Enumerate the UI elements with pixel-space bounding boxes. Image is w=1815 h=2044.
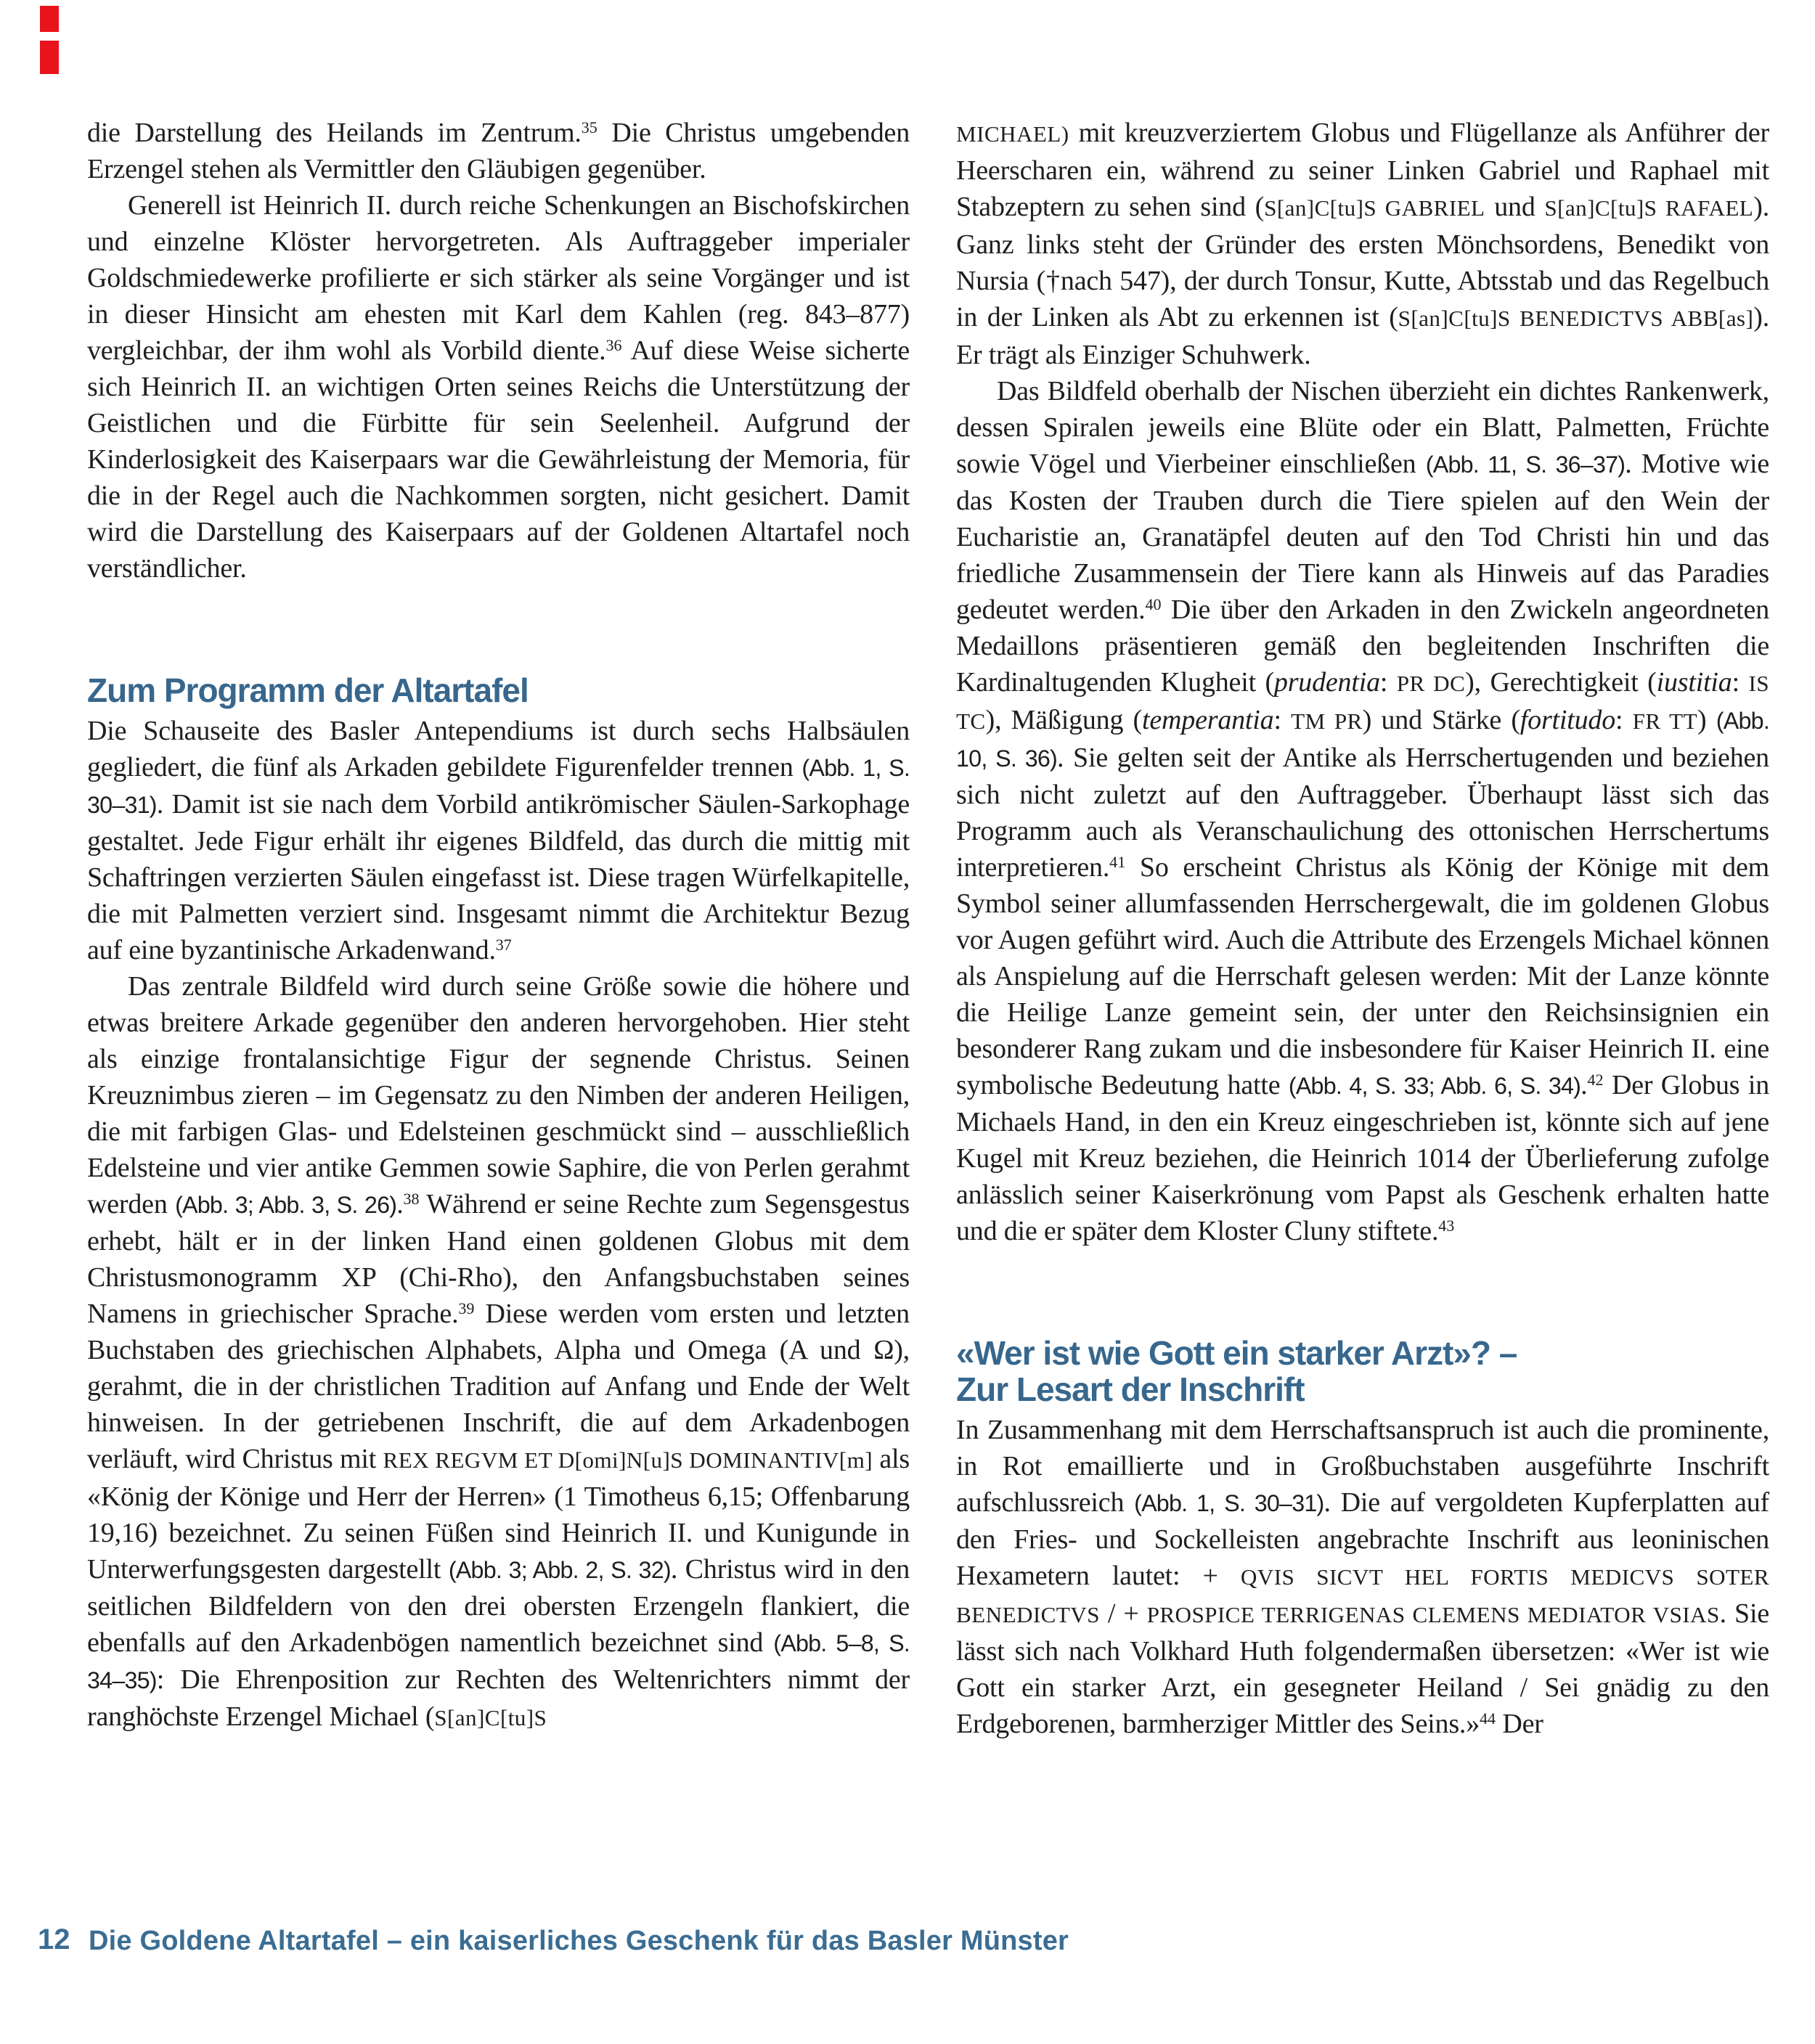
text-run: (Abb. 4, S. 33; Abb. 6, S. 34) <box>1288 1073 1581 1099</box>
text-run: (Abb. 1, S. 30–31) <box>1134 1490 1324 1516</box>
paragraph <box>956 115 1769 373</box>
text-run: Während er seine Rechte zum Segensgestus erhebt, hält er in der linken Hand einen goldenen Globus mit dem Christusmonogramm XP (Chi-Rho), den Anfangsbuchstaben seines Namens in griechischer Sprache. <box>87 1189 910 1329</box>
text-run: mit kreuzverziertem Globus und Flügellanze als Anführer der Heerscharen ein, während zu seiner Linken Gabriel und Raphael mit Stabzeptern zu sehen sind ( <box>956 118 1769 222</box>
text-run: . <box>1581 1070 1588 1100</box>
registration-mark-icon <box>40 6 59 32</box>
text-run: PROSPICE TERRIGENAS CLEMENS MEDIATOR VSIAS <box>1146 1602 1720 1627</box>
text-run: . Motive wie das Kosten der Trauben durch die Tiere spielen auf den Wein der Eucharistie an, Granatäpfel deuten auf den Tod Christi hin und das friedliche Zusammensein der Tiere kann als Hinweis auf das Paradies gedeutet werden. <box>956 449 1769 625</box>
paragraph <box>956 1412 1769 1742</box>
footnote-marker: 44 <box>1480 1709 1496 1728</box>
footnote-marker: 37 <box>495 935 512 954</box>
text-run: und <box>1485 192 1545 222</box>
text-run: IS TC <box>956 671 1769 734</box>
text-run: . Christus wird in den seitlichen Bildfeldern von den drei obersten Erzengeln flankiert, die ebenfalls auf den Arkadenbögen namentlich bezeichnet sind <box>87 1554 910 1658</box>
text-run: ), Gerechtigkeit ( <box>1465 667 1657 698</box>
column-right <box>956 115 1769 1742</box>
text-run: So erscheint Christus als König der Könige mit dem Symbol seiner allumfassenden Herrschergewalt, die im goldenen Globus vor Augen geführt wird. Auch die Attribute des Erzengels Michael können als Anspielung auf die Herrschaft gelesen werden: Mit der Lanze könnte die Heilige Lanze gemeint sein, der unter den Reichsinsignien ein besonderer Rang zukam und die insbesondere für Kaiser Heinrich II. eine symbolische Bedeutung hatte <box>956 852 1769 1100</box>
text-run: Das zentrale Bildfeld wird durch seine Größe sowie die höhere und etwas breitere Arkade gegenüber den anderen hervorgehoben. Hier steht als einzige frontalansichtige Figur der segnende Christus. Seinen Kreuznimbus zieren – im Gegensatz zu den Nimben der anderen Heiligen, die mit farbigen Glas- und Edelsteinen geschmückt sind – ausschließlich Edelsteine und vier antike Gemmen sowie Saphire, die von Perlen gerahmt werden <box>87 971 910 1219</box>
section-heading-line: «Wer ist wie Gott ein starker Arzt»? – <box>956 1334 1517 1372</box>
text-run: TM PR <box>1291 708 1363 734</box>
footnote-marker: 40 <box>1145 594 1162 613</box>
text-run: : <box>1379 667 1397 698</box>
text-run: ), Mäßigung ( <box>985 705 1143 735</box>
text-run: MICHAEL) <box>956 121 1069 147</box>
text-run: Auf diese Weise sicherte sich Heinrich II. an wichtigen Orten seines Reichs die Unterstützung der Geistlichen und die Fürbitte für sein Seelenheil. Aufgrund der Kinderlosigkeit des Kaiserpaars war die Gewährleistung der Memoria, für die in der Regel auch die Nachkommen sorgten, nicht gesichert. Damit wird die Darstellung des Kaiserpaars auf der Goldenen Altartafel noch verständlicher. <box>87 335 910 584</box>
section-heading-line: Zur Lesart der Inschrift <box>956 1370 1305 1408</box>
text-run: ) <box>1697 705 1716 735</box>
text-run: ). Ganz links steht der Gründer des ersten Mönchsordens, Benedikt von Nursia (†nach 547), der durch Tonsur, Kutte, Abtsstab und das Regelbuch in der Linken als Abt zu erkennen ist ( <box>956 192 1769 332</box>
footnote-marker: 38 <box>403 1189 420 1208</box>
text-run: : <box>1615 705 1633 735</box>
text-run: (Abb. 3; Abb. 2, S. 32) <box>448 1557 671 1583</box>
text-run: Das Bildfeld oberhalb der Nischen überzieht ein dichtes Rankenwerk, dessen Spiralen jeweils eine Blüte oder ein Blatt, Palmetten, Früchte sowie Vögel und Vierbeiner einschließen <box>956 376 1769 479</box>
text-run: In Zusammenhang mit dem Herrschaftsanspruch ist auch die prominente, in Rot emaillierte und in Großbuchstaben ausgeführte Inschrift aufschlussreich <box>956 1415 1769 1518</box>
text-run: Diese werden vom ersten und letzten Buchstaben des griechischen Alphabets, Alpha und Omega (Α und Ω), gerahmt, die in der christlichen Tradition auf Anfang und Ende der Welt hinweisen. In der getriebenen Inschrift, die auf dem Arkadenbogen verläuft, wird Christus mit <box>87 1299 910 1474</box>
text-run: S[an]C[tu]S BENEDICTVS ABB[as] <box>1398 306 1754 331</box>
registration-mark-icon <box>40 41 59 74</box>
footnote-marker: 36 <box>605 335 622 354</box>
footnote-marker: 43 <box>1438 1216 1455 1235</box>
text-run: . Die auf vergoldeten Kupferplatten auf den Fries- und Sockelleisten angebrachte Inschrift aus leoninischen Hexametern lautet: + <box>956 1487 1769 1591</box>
text-run: FR TT <box>1632 708 1698 734</box>
text-run: temperantia <box>1142 705 1274 735</box>
text-run: QVIS SICVT HEL FORTIS MEDICVS SOTER BENEDICTVS <box>956 1564 1769 1627</box>
paragraph <box>87 968 910 1736</box>
page-number: 12 <box>38 1924 70 1955</box>
text-run: (Abb. 10, S. 36) <box>956 708 1769 772</box>
text-run: als «König der Könige und Herr der Herren» (1 Timotheus 6,15; Offenbarung 19,16) bezeichnet. Zu seinen Füßen sind Heinrich II. und Kunigunde in Unterwerfungsgesten dargestellt <box>87 1444 910 1585</box>
text-run: Generell ist Heinrich II. durch reiche Schenkungen an Bischofskirchen und einzelne Klöster hervorgetreten. Als Auftraggeber imperialer Goldschmiedewerke profilierte er sich stärker als seine Vorgänger und ist in dieser Hinsicht am ehesten mit Karl dem Kahlen (reg. 843–877) vergleichbar, der ihm wohl als Vorbild diente. <box>87 190 910 366</box>
text-run: . Damit ist sie nach dem Vorbild antikrömischer Säulen-Sarkophage gestaltet. Jede Figur erhält ihr eigenes Bildfeld, das durch die mittig mit Schaftringen verzierten Säulen eingefasst ist. Diese tragen Würfelkapitelle, die mit Palmetten verziert sind. Insgesamt nimmt die Architektur Bezug auf eine byzantinische Arkadenwand. <box>87 789 910 965</box>
text-run: REX REGVM ET D[omi]N[u]S DOMINANTIV[m] <box>383 1447 873 1473</box>
footnote-marker: 39 <box>458 1299 475 1317</box>
page-footer <box>0 1922 1815 1966</box>
text-run: : Die Ehrenposition zur Rechten des Weltenrichters nimmt der ranghöchste Erzengel Michael ( <box>87 1664 910 1732</box>
text-run: Die Schauseite des Basler Antependiums ist durch sechs Halbsäulen gegliedert, die fünf als Arkaden gebildete Figurenfelder trennen <box>87 716 910 782</box>
text-run: S[an]C[tu]S RAFAEL <box>1544 195 1754 221</box>
section-heading-line: Zum Programm der Altartafel <box>87 671 529 709</box>
text-run: die Darstellung des Heilands im Zentrum. <box>87 118 582 148</box>
text-run: Die über den Arkaden in den Zwickeln angeordneten Medaillons präsentieren gemäß den begleitenden Inschriften die Kardinaltugenden Klugheit ( <box>956 594 1770 698</box>
text-run: : <box>1732 667 1749 698</box>
footnote-marker: 41 <box>1109 852 1126 871</box>
text-run: : <box>1273 705 1292 735</box>
text-run: (Abb. 1, S. 30–31) <box>87 755 910 818</box>
section-heading <box>87 672 910 708</box>
text-run: / + <box>1099 1598 1147 1629</box>
text-run: (Abb. 11, S. 36–37) <box>1425 451 1626 478</box>
text-run: prudentia <box>1273 667 1380 698</box>
paragraph <box>956 373 1769 1249</box>
text-run: iustitia <box>1656 667 1732 698</box>
column-left <box>87 115 910 1736</box>
text-run: . Sie gelten seit der Antike als Herrschertugenden und beziehen sich nicht zuletzt auf den Auftraggeber. Überhaupt lässt sich das Programm auch als Veranschaulichung des ottonischen Herrschertums interpretieren. <box>956 743 1769 883</box>
text-run: Der Globus in Michaels Hand, in den ein Kreuz eingeschrieben ist, könnte sich auf jene Kugel mit Kreuz beziehen, die Heinrich 1014 der Überlieferung zufolge anlässlich seiner Kaiserkrönung vom Papst als Geschenk erhalten hatte und die er später dem Kloster Cluny stiftete. <box>956 1070 1769 1246</box>
footnote-marker: 42 <box>1587 1070 1604 1089</box>
section-heading <box>956 1335 1769 1407</box>
text-run: S[an]C[tu]S <box>434 1705 547 1730</box>
text-run: (Abb. 3; Abb. 3, S. 26) <box>175 1192 397 1218</box>
text-run: fortitudo <box>1520 705 1615 735</box>
text-run: ). Er trägt als Einziger Schuhwerk. <box>956 302 1769 370</box>
paragraph <box>87 115 910 187</box>
text-run: ) und Stärke ( <box>1362 705 1520 735</box>
text-run: PR DC <box>1396 671 1466 696</box>
footnote-marker: 35 <box>581 118 597 136</box>
text-run: S[an]C[tu]S GABRIEL <box>1264 195 1485 221</box>
text-run: Der <box>1496 1709 1543 1739</box>
text-run: . <box>396 1189 404 1219</box>
paragraph <box>87 187 910 586</box>
text-run: . Sie lässt sich nach Volkhard Huth folgendermaßen übersetzen: «Wer ist wie Gott ein starker Arzt, ein gesegneter Heiland / Sei gnädig zu den Erdgeborenen, barmherziger Mittler des Seins.» <box>956 1598 1769 1739</box>
running-title: Die Goldene Altartafel – ein kaiserliches Geschenk für das Basler Münster <box>89 1926 1069 1956</box>
paragraph <box>87 713 910 968</box>
text-run: Die Christus umgebenden Erzengel stehen als Vermittler den Gläubigen gegenüber. <box>87 118 910 184</box>
text-run: (Abb. 5–8, S. 34–35) <box>87 1630 910 1693</box>
